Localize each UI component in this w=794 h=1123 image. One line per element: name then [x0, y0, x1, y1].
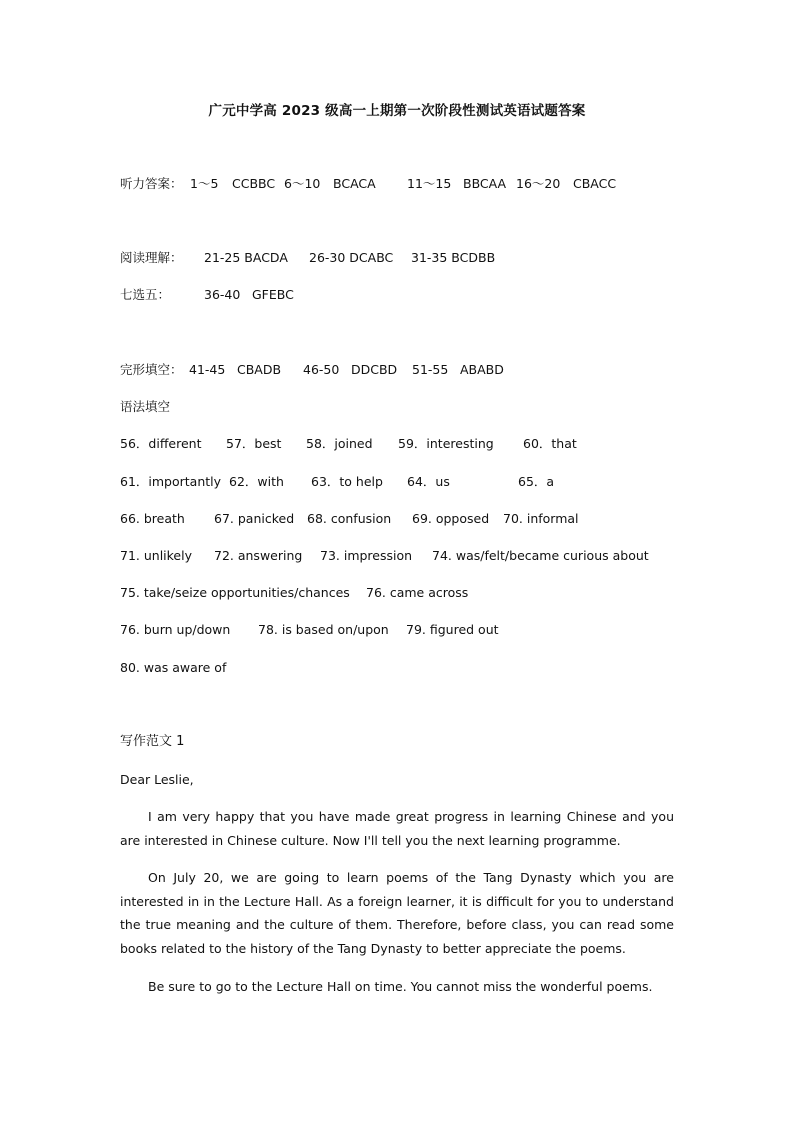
listening-range-4: 16～20 — [516, 176, 561, 191]
vocab-answer-71: 71. unlikely — [120, 548, 192, 563]
cloze-answer-2: DDCBD — [351, 362, 398, 377]
grammar-answer-59: 59．interesting — [398, 436, 494, 451]
grammar-label: 语法填空 — [120, 399, 171, 414]
cloze-answer-3: ABABD — [460, 362, 504, 377]
reading-group-3: 31-35 BCDBB — [411, 250, 496, 265]
listening-label: 听力答案： — [120, 176, 183, 191]
vocab-answer-76: 76. came across — [366, 585, 469, 600]
vocab-answer-79: 79. figured out — [406, 622, 499, 637]
listening-answer-3: BBCAA — [463, 176, 507, 191]
grammar-answer-63: 63．to help — [311, 474, 383, 489]
vocab-answer-80: 80. was aware of — [120, 660, 227, 675]
listening-answer-4: CBACC — [573, 176, 617, 191]
reading-group-2: 26-30 DCABC — [309, 250, 394, 265]
listening-range-2: 6～10 — [284, 176, 321, 191]
cloze-range-2: 46-50 — [303, 362, 340, 377]
vocab-answer-66: 66. breath — [120, 511, 185, 526]
cloze-label: 完形填空： — [120, 362, 183, 377]
letter-paragraph-3: Be sure to go to the Lecture Hall on time. You cannot miss the wonderful poems. — [148, 979, 653, 994]
vocab-answer-72: 72. answering — [214, 548, 303, 563]
letter-paragraph-1: I am very happy that you have made great progress in learning Chinese and you are interested in Chinese culture. Now I'll tell you the next learning programme. — [120, 809, 674, 848]
listening-answer-1: CCBBC — [232, 176, 276, 191]
writing-heading: 写作范文 1 — [120, 734, 185, 749]
seven-choose-five-label: 七选五： — [120, 287, 171, 302]
vocab-answer-77: 76. burn up/down — [120, 622, 231, 637]
cloze-answer-1: CBADB — [237, 362, 282, 377]
vocab-answer-78: 78. is based on/upon — [258, 622, 389, 637]
vocab-answer-69: 69. opposed — [412, 511, 490, 526]
vocab-answer-68: 68. confusion — [307, 511, 392, 526]
cloze-range-1: 41-45 — [189, 362, 226, 377]
listening-range-1: 1～5 — [190, 176, 219, 191]
vocab-answer-75: 75. take/seize opportunities/chances — [120, 585, 350, 600]
vocab-answer-73: 73. impression — [320, 548, 413, 563]
grammar-answer-61: 61．importantly — [120, 474, 222, 489]
listening-range-3: 11～15 — [407, 176, 452, 191]
reading-label: 阅读理解： — [120, 250, 183, 265]
vocab-answer-74: 74. was/felt/became curious about — [432, 548, 649, 563]
grammar-answer-62: 62．with — [229, 474, 284, 489]
grammar-answer-60: 60．that — [523, 436, 577, 451]
vocab-answer-70: 70. informal — [503, 511, 579, 526]
grammar-answer-65: 65．a — [518, 474, 555, 489]
grammar-answer-56: 56．different — [120, 436, 202, 451]
letter-salutation: Dear Leslie, — [120, 772, 194, 787]
grammar-answer-64: 64．us — [407, 474, 450, 489]
listening-answer-2: BCACA — [333, 176, 376, 191]
document-title: 广元中学高 2023 级高一上期第一次阶段性测试英语试题答案 — [208, 103, 586, 119]
vocab-answer-67: 67. panicked — [214, 511, 295, 526]
seven-choose-five-range: 36-40 — [204, 287, 241, 302]
reading-group-1: 21-25 BACDA — [204, 250, 288, 265]
grammar-answer-58: 58．joined — [306, 436, 373, 451]
cloze-range-3: 51-55 — [412, 362, 449, 377]
seven-choose-five-answer: GFEBC — [252, 287, 294, 302]
grammar-answer-57: 57．best — [226, 436, 282, 451]
letter-paragraph-2: On July 20, we are going to learn poems of the Tang Dynasty which you are interested in in the Lecture Hall. As a foreign learner, it is difficult for you to understand the true meaning and the culture of them. Therefore, before class, you can read some books related to the history of the Tang Dynasty to better appreciate the poems. — [120, 870, 674, 956]
